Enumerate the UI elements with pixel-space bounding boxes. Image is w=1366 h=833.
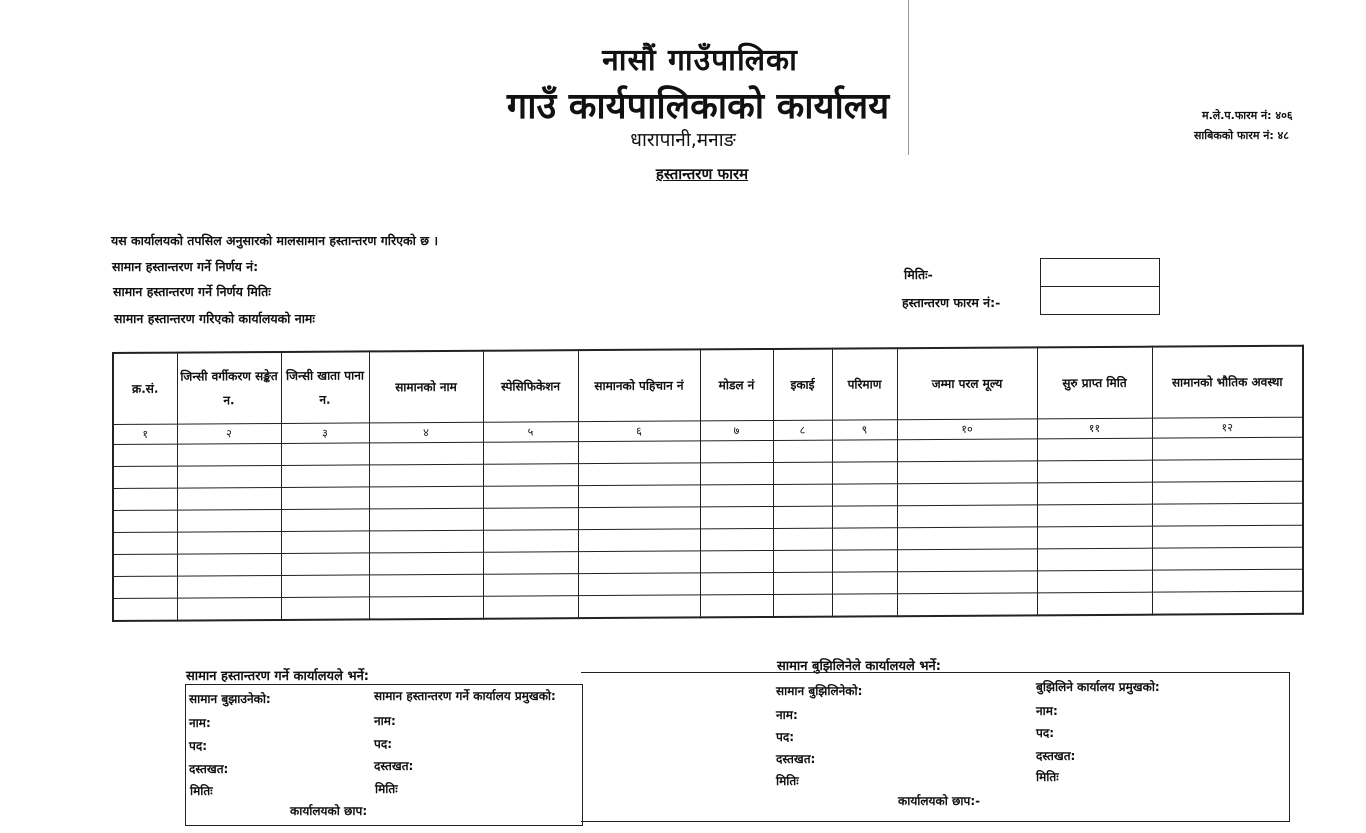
table-cell[interactable] [773,594,832,617]
left-office-stamp-label: कार्यालयको छाप: [290,804,368,818]
col-number: ५ [483,422,578,443]
table-cell[interactable] [369,596,483,619]
table-cell[interactable] [177,487,281,510]
table-cell[interactable] [177,465,281,488]
table-cell[interactable] [832,506,897,528]
table-cell[interactable] [483,508,578,531]
table-cell[interactable] [578,485,700,508]
table-cell[interactable] [113,510,177,532]
table-cell[interactable] [177,443,281,466]
decision-number-label: सामान हस्तान्तरण गर्ने निर्णय नं: [112,259,259,274]
table-cell[interactable] [1037,460,1152,483]
col-number: ११ [1037,418,1152,439]
table-cell[interactable] [897,483,1037,506]
form-title: हस्तान्तरण फारम [655,165,749,183]
table-cell[interactable] [1037,570,1152,593]
office-location: धारापानी,मनाङ [630,129,736,151]
old-form-number: साबिकको फारम नं: ४८ [1194,129,1289,142]
table-cell[interactable] [897,549,1037,572]
table-cell[interactable] [483,596,578,619]
table-cell[interactable] [369,574,483,597]
left-handover-person-title: सामान बुझाउनेको: [189,692,271,706]
table-cell[interactable] [1037,548,1152,571]
left-section-title: सामान हस्तान्तरण गर्ने कार्यालयले भर्ने: [186,669,369,684]
right-office-stamp-label: कार्यालयको छाप:- [898,794,981,808]
table-cell[interactable] [483,442,578,465]
transfer-items-table [112,345,1304,622]
col-header-identification-no: सामानको पहिचान नं [578,349,700,421]
table-cell[interactable] [832,550,897,572]
table-cell[interactable] [177,531,281,554]
table-cell[interactable] [113,466,177,488]
table-cell[interactable] [1037,438,1152,461]
table-cell[interactable] [113,576,177,598]
table-cell[interactable] [897,461,1037,484]
table-cell[interactable] [1037,592,1152,615]
office-name: गाउँ कार्यपालिकाको कार्यालय [506,86,890,127]
table-cell[interactable] [1152,569,1303,592]
table-cell[interactable] [832,594,897,617]
date-label: मितिः- [904,267,933,282]
table-cell[interactable] [483,464,578,487]
left-head-signature-label: दस्तखत: [374,759,414,773]
col-number: १२ [1152,417,1303,438]
table-cell[interactable] [897,439,1037,462]
table-cell[interactable] [1037,504,1152,527]
table-cell[interactable] [483,530,578,553]
table-cell[interactable] [773,462,832,484]
left-name-label: नाम: [189,716,211,730]
col-number: ४ [369,422,483,443]
left-head-name-label: नाम: [374,714,396,728]
table-cell[interactable] [1037,526,1152,549]
table-cell[interactable] [700,550,773,572]
table-cell[interactable] [113,444,177,466]
table-cell[interactable] [1152,459,1303,482]
table-cell[interactable] [773,528,832,550]
table-cell[interactable] [1152,591,1303,614]
table-cell[interactable] [578,441,700,464]
table-cell[interactable] [281,487,369,510]
municipality-name: नासौं गाउँपालिका [602,43,798,78]
col-header-sn: क्र.सं. [113,353,177,425]
right-office-head-title: बुझिलिने कार्यालय प्रमुखको: [1036,680,1160,694]
table-cell[interactable] [483,552,578,575]
table-cell[interactable] [773,440,832,462]
table-cell[interactable] [700,572,773,594]
table-cell[interactable] [1152,525,1303,548]
decision-date-label: सामान हस्तान्तरण गर्ने निर्णय मितिः [113,284,271,299]
table-cell[interactable] [700,484,773,506]
col-header-acquired-date: सुरु प्राप्त मिति [1037,347,1152,419]
table-cell[interactable] [281,465,369,488]
col-number: १० [897,419,1037,440]
right-signature-label: दस्तखत: [776,752,816,766]
col-header-ledger-page: जिन्सी खाता पाना न. [281,351,369,423]
table-cell[interactable] [578,507,700,530]
col-header-physical-condition: सामानको भौतिक अवस्था [1152,346,1303,418]
left-post-label: पद: [189,739,207,753]
date-and-form-boxes [1040,258,1160,315]
table-cell[interactable] [1152,503,1303,526]
table-cell[interactable] [1037,482,1152,505]
right-receiver-title: सामान बुझिलिनेको: [776,684,863,698]
receiving-office-label: सामान हस्तान्तरण गरिएको कार्यालयको नामः [114,311,315,326]
table-cell[interactable] [1152,481,1303,504]
table-cell[interactable] [281,553,369,576]
col-number: ७ [700,420,773,440]
table-cell[interactable] [700,462,773,484]
table-cell[interactable] [832,462,897,484]
table-cell[interactable] [369,486,483,509]
col-header-model-no: मोडल नं [700,349,773,421]
table-cell[interactable] [177,597,281,620]
table-cell[interactable] [369,464,483,487]
table-cell[interactable] [700,440,773,462]
table-cell[interactable] [483,574,578,597]
table-cell[interactable] [281,531,369,554]
table-cell[interactable] [700,528,773,550]
table-cell[interactable] [1152,437,1303,460]
table-cell[interactable] [281,597,369,620]
table-cell[interactable] [578,529,700,552]
table-cell[interactable] [483,486,578,509]
left-head-post-label: पद: [374,737,392,751]
table-cell[interactable] [1152,547,1303,570]
table-cell[interactable] [578,463,700,486]
col-header-quantity: परिमाण [832,348,897,420]
table-cell[interactable] [578,573,700,596]
table-cell[interactable] [578,551,700,574]
date-box[interactable] [1041,259,1159,287]
table-cell[interactable] [113,598,177,621]
col-number: २ [177,423,281,444]
left-signature-label: दस्तखत: [189,762,229,776]
table-cell[interactable] [700,594,773,617]
table-cell[interactable] [578,595,700,618]
right-head-post-label: पद: [1036,726,1054,740]
table-cell[interactable] [113,554,177,576]
table-cell[interactable] [281,575,369,598]
col-header-classification-code: जिन्सी वर्गीकरण सङ्केत न. [177,352,281,424]
form-number: म.ले.प.फारम नं: ४०६ [1202,109,1293,122]
right-head-date-label: मितिः [1036,770,1059,784]
table-cell[interactable] [773,572,832,594]
table-cell[interactable] [369,442,483,465]
table-cell[interactable] [773,484,832,506]
table-cell[interactable] [773,550,832,572]
col-header-specification: स्पेसिफिकेशन [483,350,578,422]
col-number: ३ [281,423,369,444]
table-cell[interactable] [177,575,281,598]
table-cell[interactable] [897,505,1037,528]
right-section-title: सामान बुझिलिनेले कार्यालयले भर्ने: [777,659,941,674]
col-number: ८ [773,420,832,440]
col-number: १ [113,424,177,444]
table-header-row [113,346,1303,425]
table-cell[interactable] [832,440,897,462]
table-cell[interactable] [897,527,1037,550]
blank-rows [113,437,1303,621]
right-name-label: नाम: [776,708,798,722]
right-head-name-label: नाम: [1036,704,1058,718]
intro-statement: यस कार्यालयको तपसिल अनुसारको मालसामान हस्तान्तरण गरिएको छ । [111,233,439,248]
table-cell[interactable] [897,593,1037,616]
right-post-label: पद: [776,730,794,744]
transfer-form-label: हस्तान्तरण फारम नं:- [902,295,1001,310]
left-office-head-title: सामान हस्तान्तरण गर्ने कार्यालय प्रमुखको: [374,689,556,703]
table-cell[interactable] [281,443,369,466]
table-cell[interactable] [113,532,177,554]
table-cell[interactable] [773,506,832,528]
transfer-form-box[interactable] [1041,287,1159,314]
table-cell[interactable] [832,528,897,550]
left-date-label: मितिः [190,784,213,798]
col-number: ९ [832,420,897,440]
col-header-item-name: सामानको नाम [369,351,483,423]
table-cell[interactable] [281,509,369,532]
table-cell[interactable] [369,530,483,553]
table-cell[interactable] [369,552,483,575]
right-date-label: मितिः [776,774,799,788]
table-cell[interactable] [177,553,281,576]
right-head-signature-label: दस्तखत: [1036,749,1076,763]
left-head-date-label: मितिः [375,782,398,796]
col-header-unit: इकाई [773,349,832,421]
col-number: ६ [578,421,700,442]
table-cell[interactable] [832,572,897,594]
table-cell[interactable] [113,488,177,510]
table-cell[interactable] [177,509,281,532]
col-header-total-cost: जम्मा परल मूल्य [897,347,1037,419]
table-cell[interactable] [369,508,483,531]
table-cell[interactable] [897,571,1037,594]
table-cell[interactable] [700,506,773,528]
table-cell[interactable] [832,484,897,506]
